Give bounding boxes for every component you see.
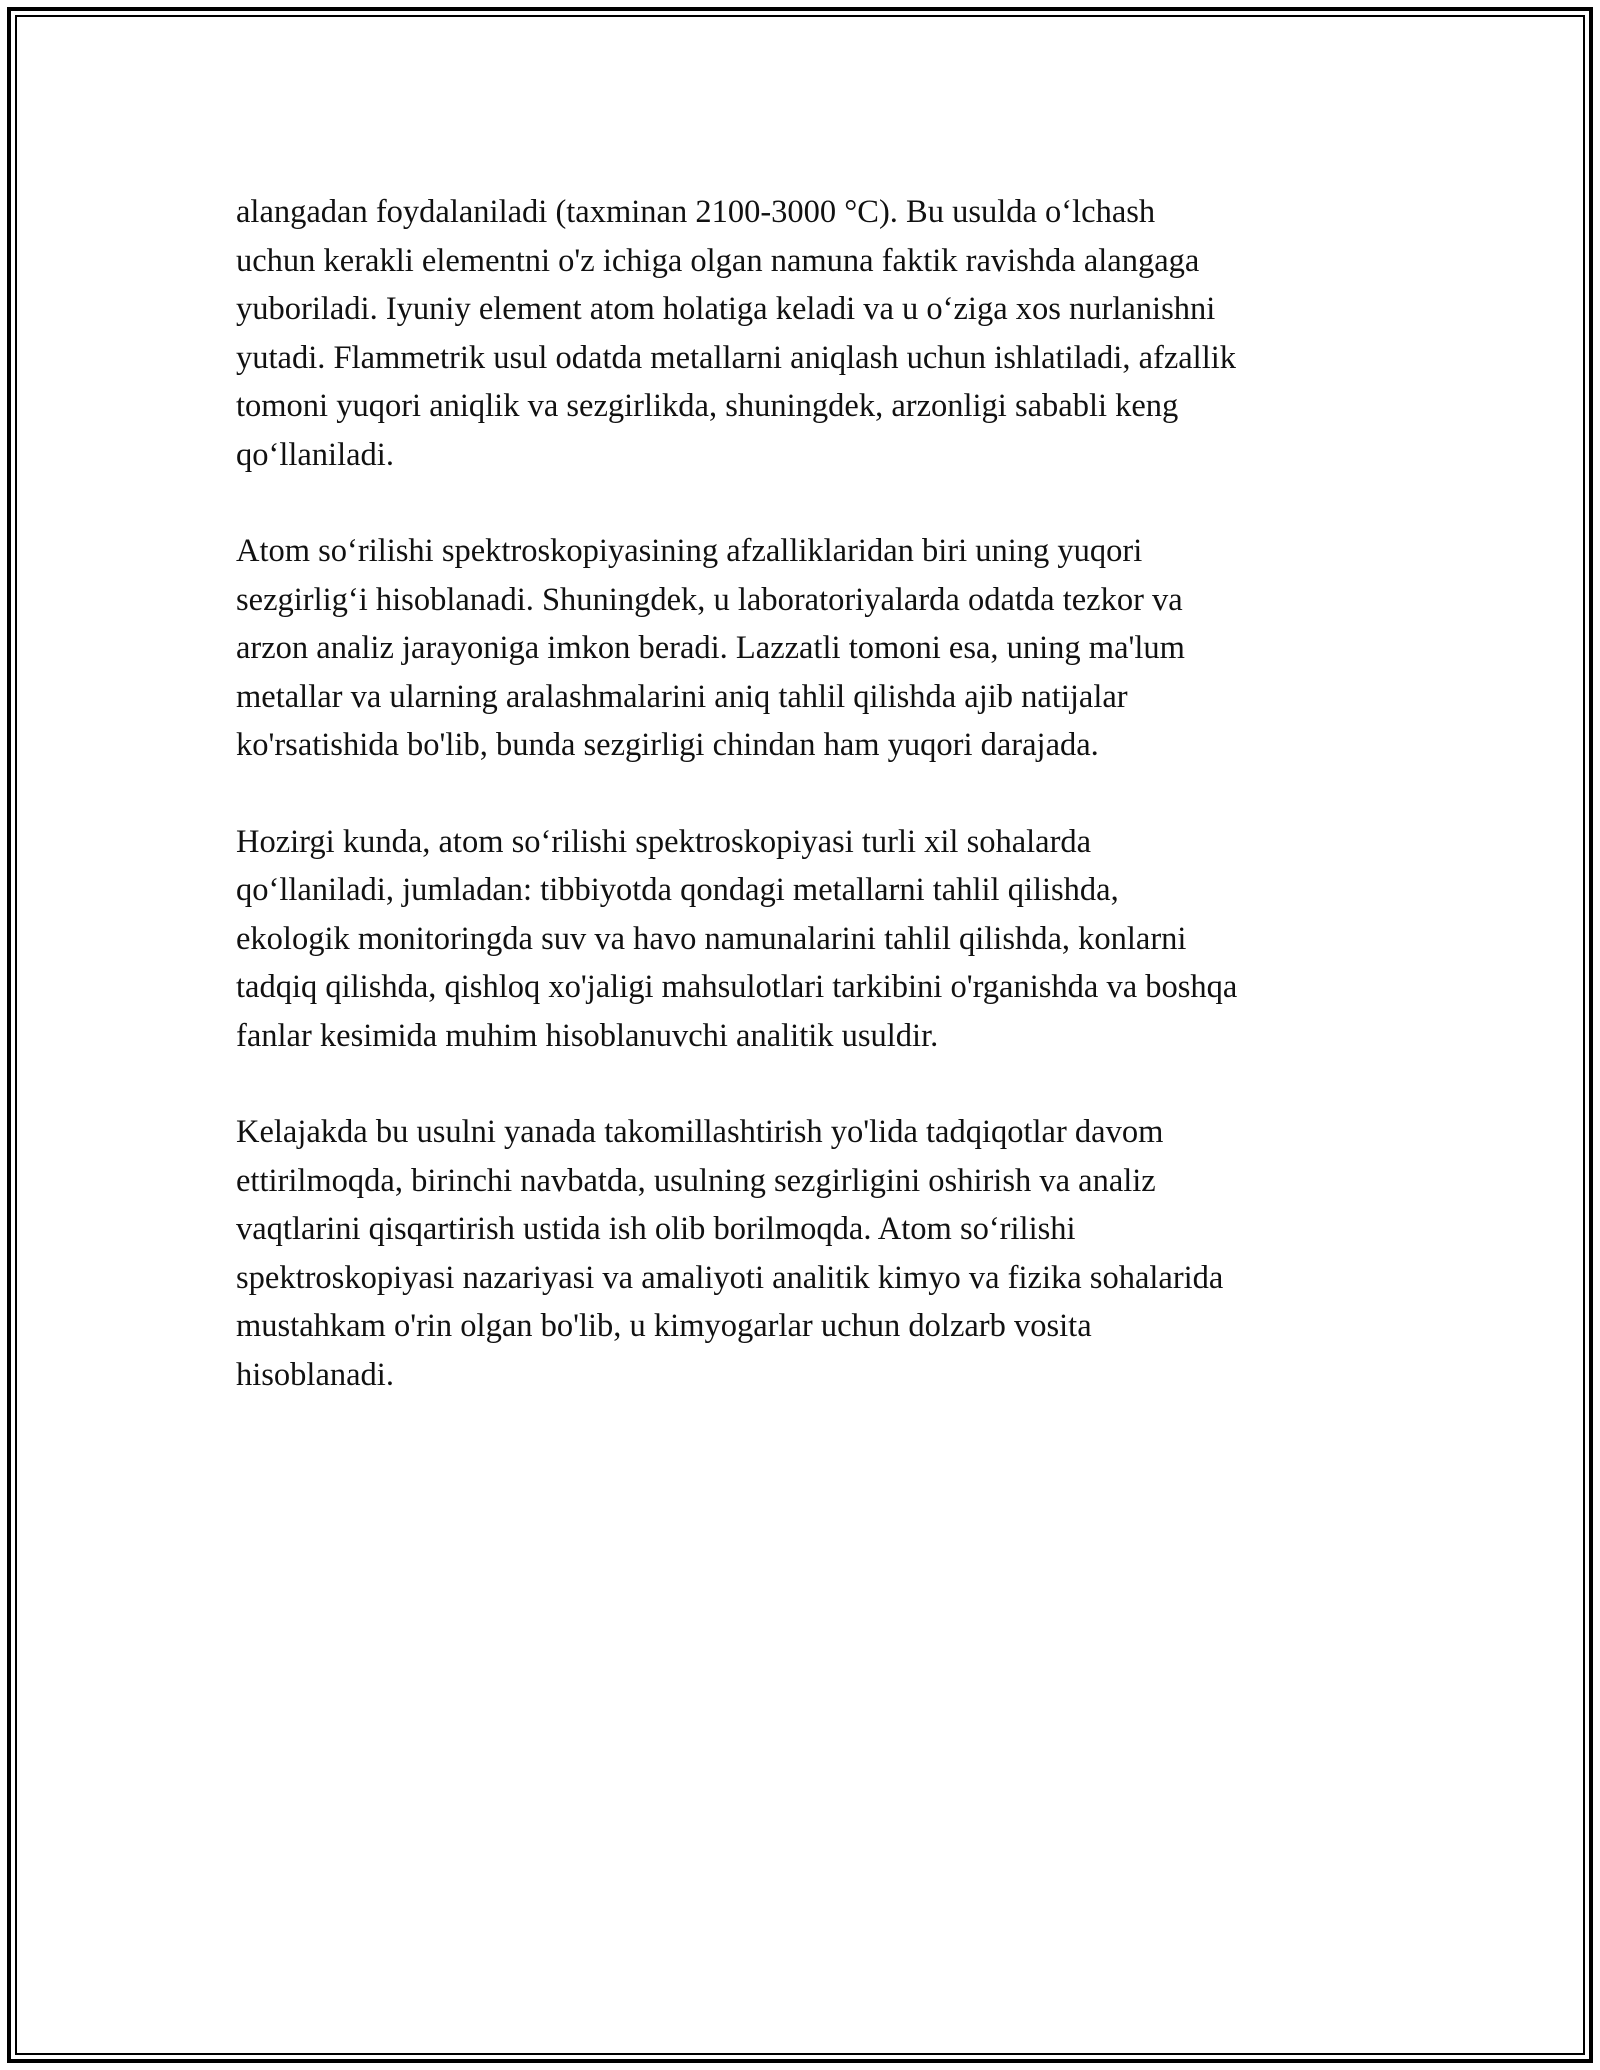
text-line: Hozirgi kunda, atom so‘rilishi spektroskopiyasi turli xil sohalarda xyxy=(236,823,1092,860)
text-line: Atom so‘rilishi spektroskopiyasining afzalliklaridan biri uning yuqori xyxy=(236,533,1143,569)
paragraph-4 xyxy=(236,1108,1386,1399)
text-line: fanlar kesimida muhim hisoblanuvchi analitik usuldir. xyxy=(236,1017,939,1054)
text-line: yutadi. Flammetrik usul odatda metallarni aniqlash uchun ishlatiladi, afzallik xyxy=(236,339,1237,376)
text-line: Kelajakda bu usulni yanada takomillashtirish yo'lida tadqiqotlar davom xyxy=(236,1114,1164,1150)
text-line: spektroskopiyasi nazariyasi va amaliyoti analitik kimyo va fizika sohalarida xyxy=(236,1259,1224,1296)
text-line: arzon analiz jarayoniga imkon beradi. Lazzatli tomoni esa, uning ma'lum xyxy=(236,630,1185,666)
paragraph-1 xyxy=(236,188,1386,479)
text-line: ko'rsatishida bo'lib, bunda sezgirligi chindan ham yuqori darajada. xyxy=(236,727,1099,763)
text-line: tomoni yuqori aniqlik va sezgirlikda, shuningdek, arzonligi sababli keng xyxy=(236,388,1179,424)
text-line: qo‘llaniladi, jumladan: tibbiyotda qondagi metallarni tahlil qilishda, xyxy=(236,872,1119,908)
text-line: qo‘llaniladi. xyxy=(236,436,394,473)
text-line: yuboriladi. Iyuniy element atom holatiga keladi va u o‘ziga xos nurlanishni xyxy=(236,291,1216,327)
paragraph-3 xyxy=(236,818,1386,1061)
document-body xyxy=(236,188,1386,1447)
text-line: mustahkam o'rin olgan bo'lib, u kimyogarlar uchun dolzarb vosita xyxy=(236,1308,1092,1344)
text-line: ekologik monitoringda suv va havo namunalarini tahlil qilishda, konlarni xyxy=(236,920,1187,957)
text-line: metallar va ularning aralashmalarini aniq tahlil qilishda ajib natijalar xyxy=(236,678,1128,715)
text-line: sezgirlig‘i hisoblanadi. Shuningdek, u laboratoriyalarda odatda tezkor va xyxy=(236,581,1183,618)
paragraph-2 xyxy=(236,527,1386,770)
text-line: alangadan foydalaniladi (taxminan 2100-3000 °C). Bu usulda o‘lchash xyxy=(236,194,1156,230)
text-line: uchun kerakli elementni o'z ichiga olgan namuna faktik ravishda alangaga xyxy=(236,242,1200,279)
text-line: ettirilmoqda, birinchi navbatda, usulning sezgirligini oshirish va analiz xyxy=(236,1162,1156,1199)
text-line: hisoblanadi. xyxy=(236,1356,394,1393)
text-line: vaqtlarini qisqartirish ustida ish olib borilmoqda. Atom so‘rilishi xyxy=(236,1211,1076,1247)
text-line: tadqiq qilishda, qishloq xo'jaligi mahsulotlari tarkibini o'rganishda va boshqa xyxy=(236,969,1238,1005)
